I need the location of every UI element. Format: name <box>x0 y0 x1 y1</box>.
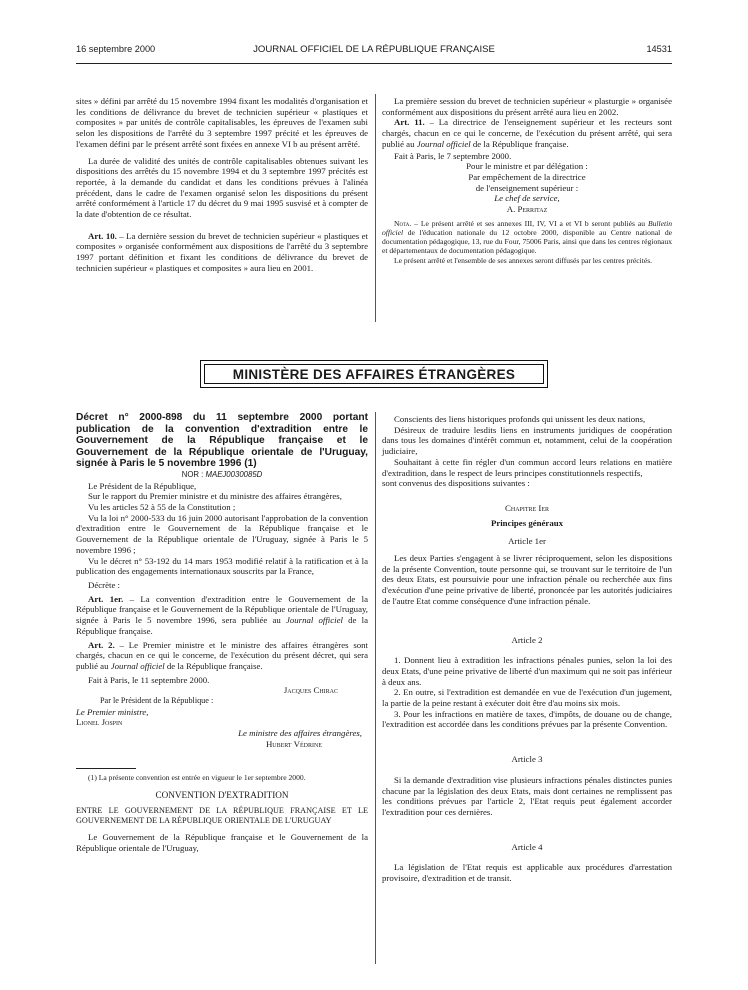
chapter-subheading: Principes généraux <box>490 517 564 528</box>
journal-officiel: Journal officiel <box>416 138 471 149</box>
ministry-banner <box>200 360 548 388</box>
column-divider <box>375 94 376 322</box>
article-heading: Article 1er <box>508 536 546 547</box>
article-text: – La directrice de l'enseignement supérieur et les recteurs sont chargés, chacun en ce qui le concerne, de l'exécution du présent arrêté, qui sera publié au <box>382 117 672 149</box>
signatory-name: Hubert Védrine <box>265 738 322 749</box>
article-label: Art. 10. <box>88 230 117 241</box>
decree-left-column <box>76 412 368 854</box>
header-date: 16 septembre 2000 <box>76 44 156 54</box>
paragraph: La législation de l'Etat requis est applicable aux procédures d'arrestation provisoire, d'extradition et de transit. <box>382 862 672 884</box>
article-text: de la République française. <box>470 138 569 149</box>
page-number: 14531 <box>646 44 672 54</box>
ministry-title: MINISTÈRE DES AFFAIRES ÉTRANGÈRES <box>204 364 544 384</box>
footnote: (1) La présente convention est entrée en vigueur le 1er septembre 2000. <box>88 772 306 782</box>
column-divider <box>375 412 376 964</box>
paragraph: Sur le rapport du Premier ministre et du ministre des affaires étrangères, <box>88 491 342 502</box>
signature-line: Par le Président de la République : <box>100 696 214 706</box>
nor-label: NOR : <box>181 469 206 479</box>
note-text: de l'éducation nationale du 12 octobre 2000, disponible au Centre national de documentation pédagogique, 13, rue du Four, 75006 Paris, ainsi que dans les centres régionaux et départementaux de documentation pédagogique. <box>382 227 672 256</box>
note-text: Le présent arrêté et l'ensemble de ses annexes seront diffusés par les centres précités. <box>394 255 653 265</box>
decree-right-column <box>382 414 672 884</box>
paragraph: 1. Donnent lieu à extradition les infractions pénales punies, selon la loi des deux Etats, d'une peine privative de liberté d'un maximum qui ne soit pas inférieur à deux ans. <box>382 655 672 687</box>
paragraph: 3. Pour les infractions en matière de taxes, d'impôts, de douane ou de change, l'extradition est accordée dans les conditions prévues par la présente Convention. <box>382 708 672 730</box>
paragraph: Le Gouvernement de la République française et le Gouvernement de la République orientale de l'Uruguay, <box>76 832 368 854</box>
chapter-heading: Chapitre Ier <box>505 502 549 513</box>
paragraph: sites » défini par arrêté du 15 novembre 1994 fixant les modalités d'organisation et les conditions de délivrance du brevet de technicien supérieur « plastiques et composites » par unités de contrôle capitalisables, les épreuves de l'examen subi selon les dispositions de l'arrêté du 3 septembre 1997 précité et les épreuves de l'examen défini par le présent arrêté sont fixées en annexe VI b au présent arrêté. <box>76 96 368 149</box>
paragraph: Conscients des liens historiques profonds qui unissent les deux nations, <box>394 414 646 424</box>
paragraph: sont convenus des dispositions suivantes : <box>382 478 530 489</box>
paragraph: Si la demande d'extradition vise plusieurs infractions pénales distinctes punies chacune par la législation des deux Etats, mais dont certaines ne remplissent pas les conditions prévues par l'article 2, l'Etat requis peut également accorder l'extradition pour ces dernières. <box>382 774 672 817</box>
nota <box>382 219 672 256</box>
journal-title: JOURNAL OFFICIEL DE LA RÉPUBLIQUE FRANÇAISE <box>253 44 495 55</box>
header-rule <box>76 63 672 64</box>
paragraph: Désireux de traduire lesdits liens en instruments juridiques de coopération dans tous les domaines d'intérêt commun et, notamment, celui de la coopération judiciaire, <box>382 424 672 457</box>
decree-title: Décret n° 2000-898 du 11 septembre 2000 portant publication de la convention d'extradition entre le Gouvernement de la République française et le Gouvernement de la République orientale de l'Uruguay, signée à Paris le 5 novembre 1996 (1) <box>76 412 368 470</box>
convention-subtitle: ENTRE LE GOUVERNEMENT DE LA RÉPUBLIQUE FRANÇAISE ET LE GOUVERNEMENT DE LA RÉPUBLIQUE ORIENTALE DE L'URUGUAY <box>76 806 368 826</box>
paragraph: Le Président de la République, <box>88 480 197 491</box>
signature-line: Pour le ministre et par délégation : <box>466 161 588 172</box>
journal-officiel: Journal officiel <box>285 615 343 626</box>
signature-line: Le Premier ministre, <box>76 706 149 717</box>
article-11 <box>382 117 672 149</box>
paragraph: Vu le décret n° 53-192 du 14 mars 1953 modifié relatif à la ratification et à la publication des engagements internationaux souscrits par la France, <box>76 555 368 577</box>
bulletin-officiel: Bulletin officiel <box>382 218 672 237</box>
note-label: Nota. <box>394 218 412 228</box>
article-label: Art. 11. <box>394 117 425 128</box>
footnote-rule <box>76 768 136 769</box>
article-heading: Article 4 <box>511 841 543 852</box>
article-1 <box>76 594 368 637</box>
nor-value: MAEJ0030085D <box>205 469 263 479</box>
article-heading: Article 3 <box>511 754 543 765</box>
paragraph: Vu les articles 52 à 55 de la Constitution ; <box>88 502 236 513</box>
signature-line: de l'enseignement supérieur : <box>475 182 579 193</box>
decrete: Décrète : <box>88 580 120 590</box>
article-text: de la République française. <box>164 660 263 671</box>
paragraph: Souhaitant à cette fin régler d'un commun accord leurs relations en matière d'extradition, dans le respect de leurs principes constitutionnels respectifs, <box>382 456 672 478</box>
top-right-column <box>382 96 672 265</box>
page-header <box>76 44 672 60</box>
convention-title: CONVENTION D'EXTRADITION <box>155 789 289 800</box>
paragraph: La durée de validité des unités de contrôle capitalisables obtenues suivant les dispositions des arrêtés du 15 novembre 1994 et du 3 septembre 1997 précités est reportée, à la demande du candidat et dans les conditions prévues à l'alinéa précédent, dans le cadre de l'examen organisé selon les dispositions du présent arrêté conformément à l'article 17 du décret du 9 mai 1995 susvisé et à compter de la date d'obtention de ce résultat. <box>76 155 368 220</box>
signatory-name: A. Perritaz <box>506 204 548 215</box>
journal-officiel: Journal officiel <box>110 660 165 671</box>
top-left-column <box>76 96 368 274</box>
signatory-name: Jacques Chirac <box>283 685 338 696</box>
signature-line: Par empêchement de la directrice <box>468 171 586 182</box>
paragraph: 2. En outre, si l'extradition est demandée en vue de l'exécution d'un jugement, la partie de la peine restant à exécuter doit être d'au moins six mois. <box>382 687 672 709</box>
article-2 <box>76 640 368 672</box>
fait-a-paris: Fait à Paris, le 7 septembre 2000. <box>394 150 512 161</box>
article-heading: Article 2 <box>511 634 543 645</box>
paragraph: La première session du brevet de technicien supérieur « plasturgie » organisée conformément aux dispositions du présent arrêté aura lieu en 2002. <box>382 96 672 117</box>
signature-line: Le chef de service, <box>494 193 560 204</box>
nor-reference <box>76 470 368 481</box>
article-label: Art. 1er. <box>88 593 124 604</box>
article-text: – Le Premier ministre et le ministre des affaires étrangères sont chargés, chacun en ce qui le concerne, de l'exécution du présent décret, qui sera publié au <box>76 639 368 671</box>
paragraph: Vu la loi n° 2000-533 du 16 juin 2000 autorisant l'approbation de la convention d'extradition entre le Gouvernement de la République française et le Gouvernement de la République orientale de l'Uruguay, signée à Paris le 5 novembre 1996 ; <box>76 512 368 555</box>
article-10 <box>76 231 368 274</box>
article-label: Art. 2. <box>88 639 115 650</box>
fait-a-paris: Fait à Paris, le 11 septembre 2000. <box>88 674 210 685</box>
note-text: – Le présent arrêté et ses annexes III, IV, VI a et VI b seront publiés au <box>411 218 648 228</box>
paragraph: Les deux Parties s'engagent à se livrer réciproquement, selon les dispositions de la présente Convention, toute personne qui, se trouvant sur le territoire de l'un des deux Etats, est poursuivie pour une infraction pénale ou recherchée aux fins d'exécution d'une peine privative de liberté, prononcée par les autorités judiciaires de l'autre Etat comme conséquence d'une infraction pénale. <box>382 553 672 606</box>
signatory-name: Lionel Jospin <box>76 717 123 728</box>
article-text: de la République française. <box>76 615 368 636</box>
article-text: – La dernière session du brevet de technicien supérieur « plastiques et composites » organisée conformément aux dispositions de l'arrêté du 3 septembre 1997 portant définition et fixant les conditions de délivrance du brevet de technicien supérieur « plastiques et composites » aura lieu en 2001. <box>76 230 368 273</box>
article-text: – La convention d'extradition entre le Gouvernement de la République française et le Gouvernement de la République orientale de l'Uruguay, signée à Paris le 5 novembre 1996, sera publiée au <box>76 593 368 626</box>
signature-line: Le ministre des affaires étrangères, <box>238 728 362 739</box>
